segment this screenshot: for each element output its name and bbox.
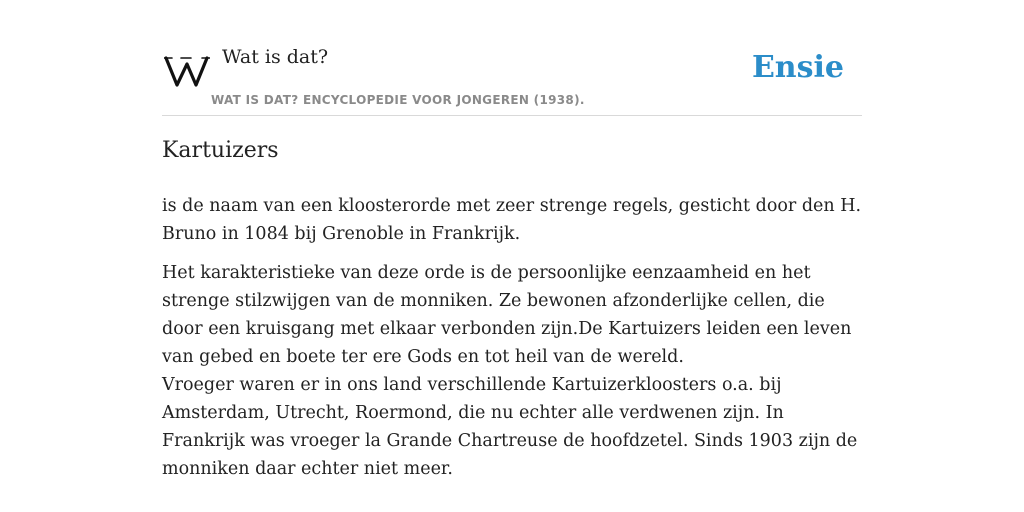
source-header [162, 40, 862, 116]
article-title: Kartuizers [162, 138, 279, 163]
ensie-logo-link[interactable]: Ensie [751, 50, 844, 85]
source-subtitle: WAT IS DAT? ENCYCLOPEDIE VOOR JONGEREN (1938). [211, 93, 585, 107]
source-title-link[interactable]: Wat is dat? [222, 46, 329, 68]
article-paragraph: is de naam van een kloosterorde met zeer strenge regels, gesticht door den H. Bruno in 1084 bij Grenoble in Frankrijk. [162, 196, 862, 244]
article-paragraph: Het karakteristieke van deze orde is de persoonlijke eenzaamheid en het strenge stilzwijgen van de monniken. Ze bewonen afzonderlijke cellen, die door een kruisgang met elkaar verbonden zijn.De Kartuizers leiden een leven van gebed en boete ter ere Gods en tot heil van de wereld. Vroeger waren er in ons land verschillende Kartuizerkloosters o.a. bij Amsterdam, Utrecht, Roermond, die nu echter alle verdwenen zijn. In Frankrijk was vroeger la Grande Chartreuse de hoofdzetel. Sinds 1903 zijn de monniken daar echter niet meer. [162, 263, 858, 479]
article-body [162, 192, 866, 494]
wikipedia-w-icon [164, 50, 210, 90]
